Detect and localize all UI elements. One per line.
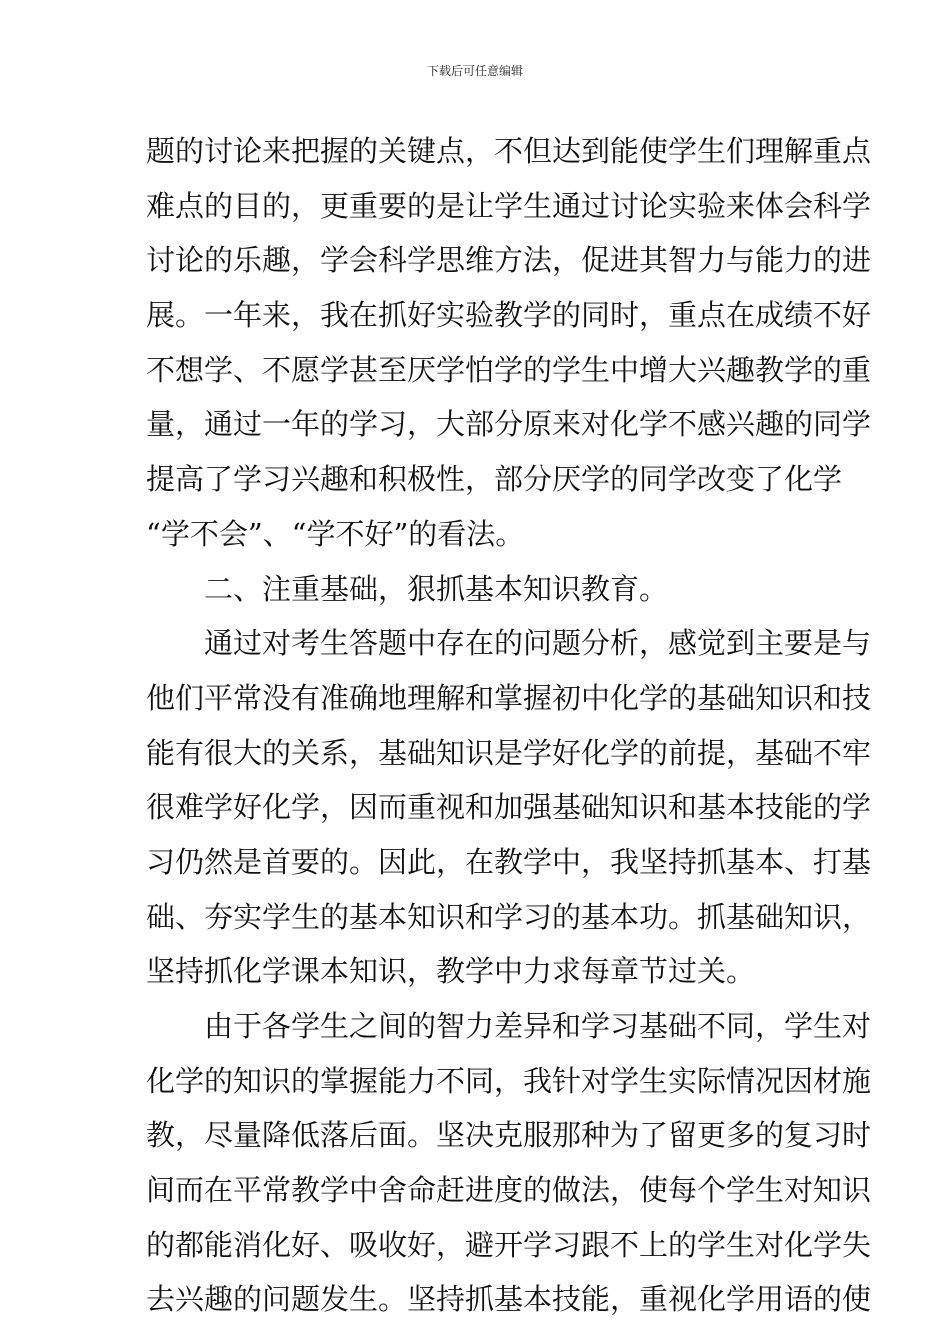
text-line: 间而在平常教学中舍命赶进度的做法，使每个学生对知识 [146,1173,872,1208]
page-header: 下载后可任意编辑 [426,64,523,78]
text-line: 难点的目的，更重要的是让学生通过讨论实验来体会科学 [146,188,872,223]
text-line: 坚持抓化学课本知识，教学中力求每章节过关。 [146,954,756,989]
text-line: 去兴趣的问题发生。坚持抓基本技能，重视化学用语的使 [146,1282,872,1317]
body-text [146,124,872,1327]
text-line: 很难学好化学，因而重视和加强基础知识和基本技能的学 [146,790,872,825]
text-line: 题的讨论来把握的关键点，不但达到能使学生们理解重点 [146,134,872,168]
text-line: 提高了学习兴趣和积极性，部分厌学的同学改变了化学 [146,462,843,497]
text-line: 展。一年来，我在抓好实验教学的同时，重点在成绩不好 [146,298,872,333]
text-line: “学不会”、“学不好”的看法。 [146,516,525,551]
paragraph-first-line: 通过对考生答题中存在的问题分析，感觉到主要是与 [204,626,872,661]
text-line: 教，尽量降低落后面。坚决克服那种为了留更多的复习时 [146,1118,872,1153]
text-line: 不想学、不愿学甚至厌学怕学的学生中增大兴趣教学的重 [146,352,872,387]
paragraph-first-line: 由于各学生之间的智力差异和学习基础不同，学生对 [204,1009,872,1043]
text-line: 能有很大的关系，基础知识是学好化学的前提，基础不牢 [146,735,872,770]
text-line: 他们平常没有准确地理解和掌握初中化学的基础知识和技 [146,680,872,715]
text-line: 量，通过一年的学习，大部分原来对化学不感兴趣的同学 [146,407,872,442]
text-line: 讨论的乐趣，学会科学思维方法，促进其智力与能力的进 [146,243,872,278]
section-heading: 二、注重基础，狠抓基本知识教育。 [204,571,669,606]
text-line: 础、夯实学生的基本知识和学习的基本功。抓基础知识， [146,899,872,934]
text-line: 的都能消化好、吸收好，避开学习跟不上的学生对化学失 [146,1227,872,1262]
text-line: 习仍然是首要的。因此，在教学中，我坚持抓基本、打基 [146,844,872,879]
text-line: 化学的知识的掌握能力不同，我针对学生实际情况因材施 [146,1063,872,1098]
